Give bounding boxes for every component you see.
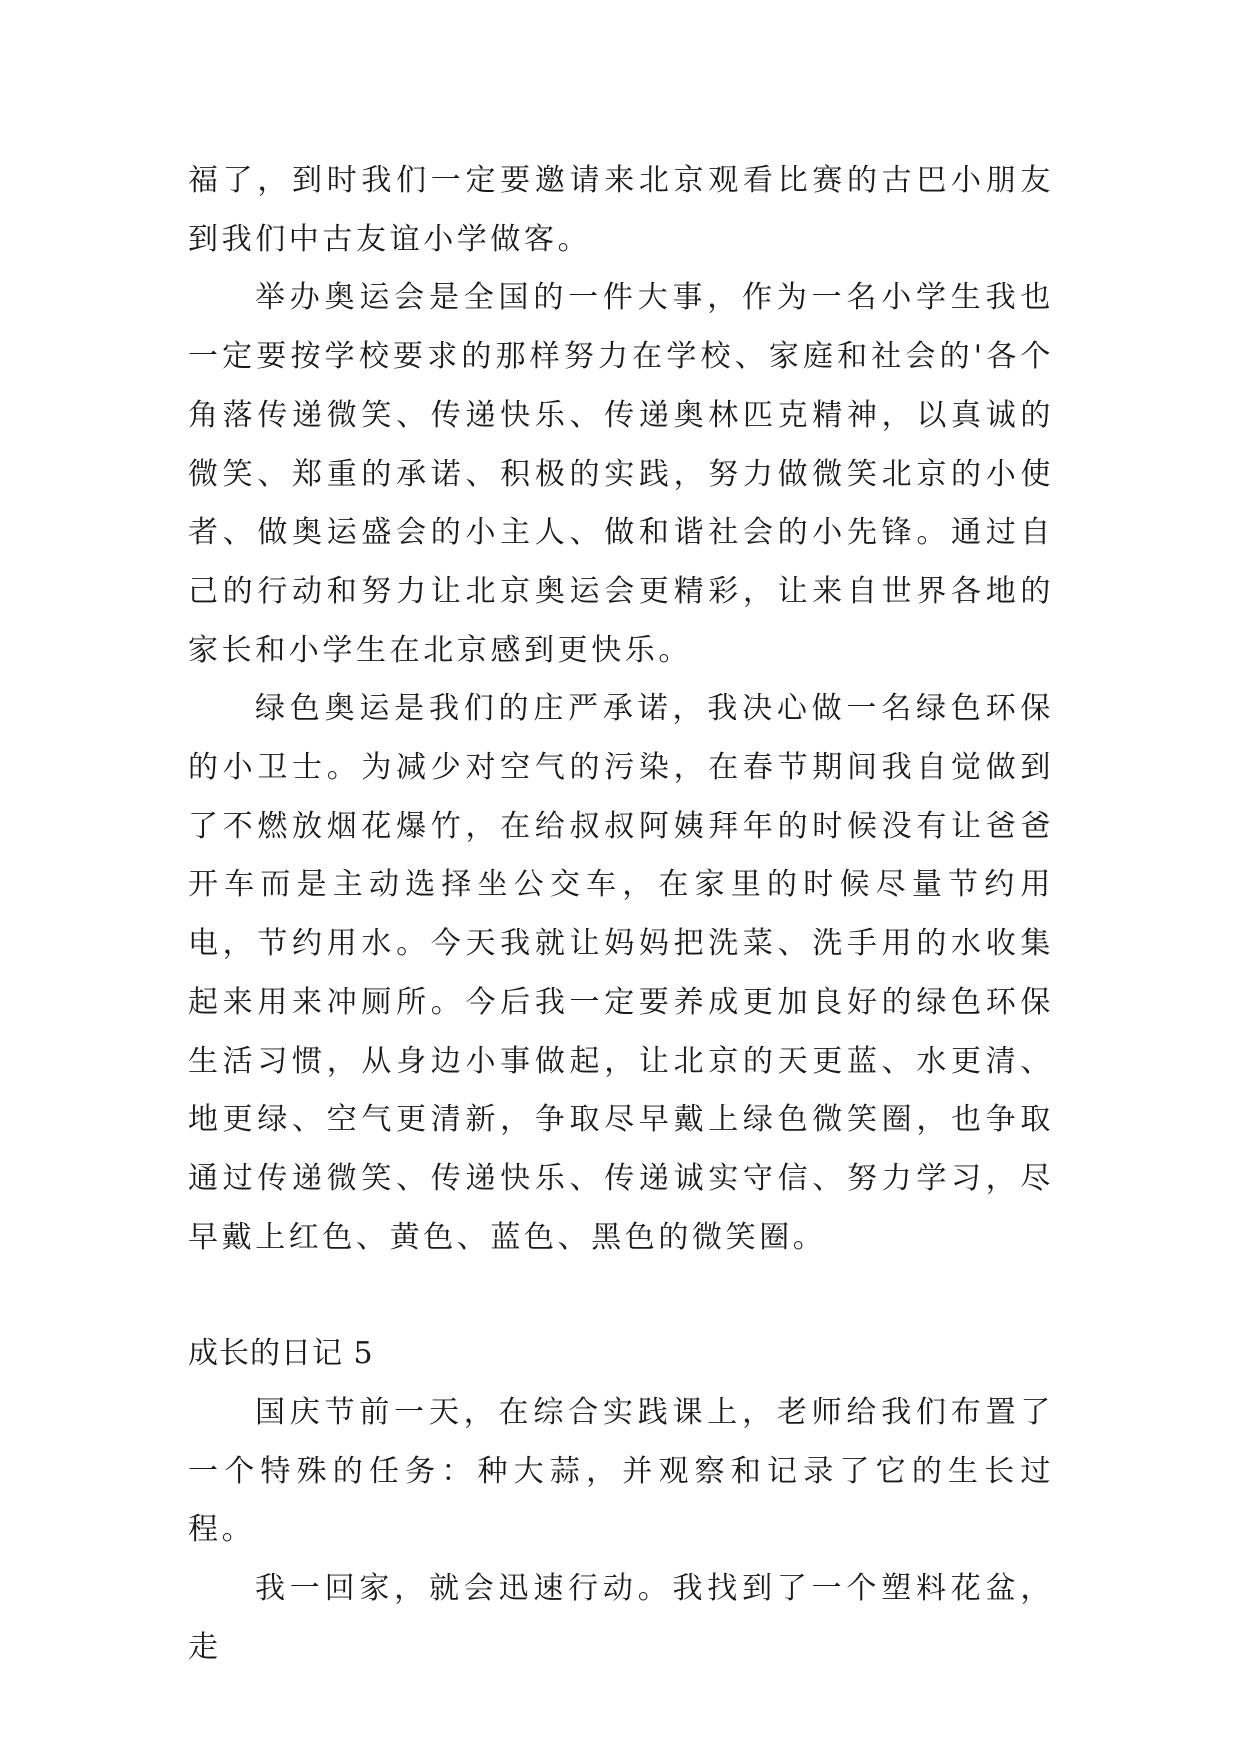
paragraph-green-olympics: 绿色奥运是我们的庄严承诺，我决心做一名绿色环保的小卫士。为减少对空气的污染，在春节期间我自觉做到了不燃放烟花爆竹，在给叔叔阿姨拜年的时候没有让爸爸开车而是主动选择坐公交车，在家里的时候尽量节约用电，节约用水。今天我就让妈妈把洗菜、洗手用的水收集起来用来冲厕所。今后我一定要养成更加良好的绿色环保生活习惯，从身边小事做起，让北京的天更蓝、水更清、地更绿、空气更清新，争取尽早戴上绿色微笑圈，也争取通过传递微笑、传递快乐、传递诚实守信、努力学习，尽早戴上红色、黄色、蓝色、黑色的微笑圈。: [188, 691, 1054, 1255]
paragraph-garlic-task: 国庆节前一天，在综合实践课上，老师给我们布置了一个特殊的任务：种大蒜，并观察和记录了它的生长过程。: [188, 1395, 1054, 1548]
paragraph-garlic-start: 我一回家，就会迅速行动。我找到了一个塑料花盆，走: [188, 1571, 1054, 1665]
section-title: 成长的日记 5: [188, 1336, 374, 1372]
paragraph-olympics: 举办奥运会是全国的一件大事，作为一名小学生我也一定要按学校要求的那样努力在学校、家庭和社会的'各个角落传递微笑、传递快乐、传递奥林匹克精神，以真诚的微笑、郑重的承诺、积极的实践，努力做微笑北京的小使者、做奥运盛会的小主人、做和谐社会的小先锋。通过自己的行动和努力让北京奥运会更精彩，让来自世界各地的家长和小学生在北京感到更快乐。: [188, 280, 1054, 668]
document-body: [188, 152, 1054, 1678]
section-gap: [188, 1267, 1054, 1325]
paragraph-continuation: 福了，到时我们一定要邀请来北京观看比赛的古巴小朋友到我们中古友谊小学做客。: [188, 163, 1054, 257]
